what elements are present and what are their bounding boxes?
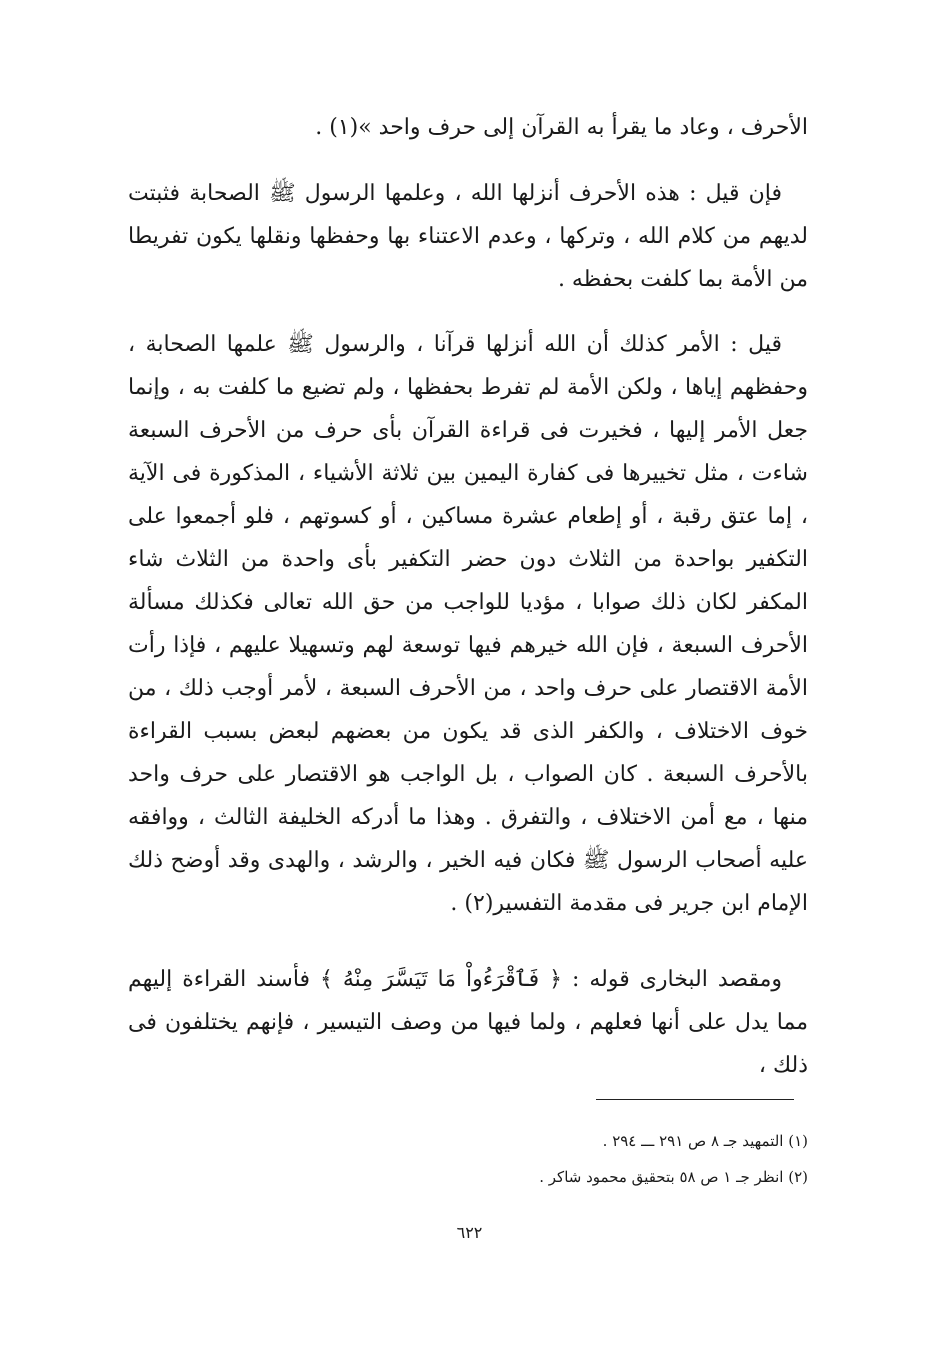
footnote-2: (٢) انظر جـ ١ ص ٥٨ بتحقيق محمود شاكر .	[539, 1168, 808, 1186]
paragraph-continuation	[128, 106, 808, 149]
paragraph-question	[128, 172, 808, 301]
footnote-divider	[596, 1099, 794, 1100]
paragraph-bukhari	[128, 958, 808, 1087]
paragraph-2: فإن قيل : هذه الأحرف أنزلها الله ، وعلمها الرسول ﷺ الصحابة فثبتت لديهم من كلام الله ، وتركها ، وعدم الاعتناء بها وحفظها ونقلها يكون تفريطا من الأمة بما كلفت بحفظه .	[128, 181, 808, 292]
footnote-1: (١) التمهيد جـ ٨ ص ٢٩١ ـــ ٢٩٤ .	[602, 1132, 808, 1150]
paragraph-answer	[128, 323, 808, 925]
paragraph-4: ومقصد البخارى قوله : ﴿ فَٱقْرَءُواْ مَا تَيَسَّرَ مِنْهُ ﴾ فأسند القراءة إليهم مما يدل على أنها فعلهم ، ولما فيها من وصف التيسير ، فإنهم يختلفون فى ذلك ،	[128, 967, 808, 1078]
page-number: ٦٢٢	[456, 1223, 483, 1242]
paragraph-3: قيل : الأمر كذلك أن الله أنزلها قرآنا ، والرسول ﷺ علمها الصحابة ، وحفظهم إياها ، ولكن الأمة لم تفرط بحفظها ، ولم تضيع ما كلفت به ، وإنما جعل الأمر إليها ، فخيرت فى قراءة القرآن بأى حرف من الأحرف السبعة شاءت ، مثل تخييرها فى كفارة اليمين بين ثلاثة الأشياء ، المذكورة فى الآية ، إما عتق رقبة ، أو إطعام عشرة مساكين ، أو كسوتهم ، فلو أجمعوا على التكفير بواحدة من الثلاث دون حضر التكفير بأى واحدة من الثلاث شاء المكفر لكان ذلك صوابا ، مؤديا للواجب من حق الله تعالى فكذلك مسألة الأحرف السبعة ، فإن الله خيرهم فيها توسعة لهم وتسهيلا عليهم ، فإذا رأت الأمة الاقتصار على حرف واحد ، من الأحرف السبعة ، لأمر أوجب ذلك ، من خوف الاختلاف ، والكفر الذى قد يكون من بعضهم لبعض بسبب القراءة بالأحرف السبعة . كان الصواب ، بل الواجب هو الاقتصار على حرف واحد منها ، مع أمن الاختلاف ، والتفرق . وهذا ما أدركه الخليفة الثالث ، ووافقه عليه أصحاب الرسول ﷺ فكان فيه الخير ، والرشد ، والهدى وقد أوضح ذلك الإمام ابن جرير فى مقدمة التفسير(٢) .	[128, 332, 808, 916]
footnotes	[300, 1123, 808, 1195]
paragraph-1: الأحرف ، وعاد ما يقرأ به القرآن إلى حرف واحد »(١) .	[315, 115, 808, 140]
